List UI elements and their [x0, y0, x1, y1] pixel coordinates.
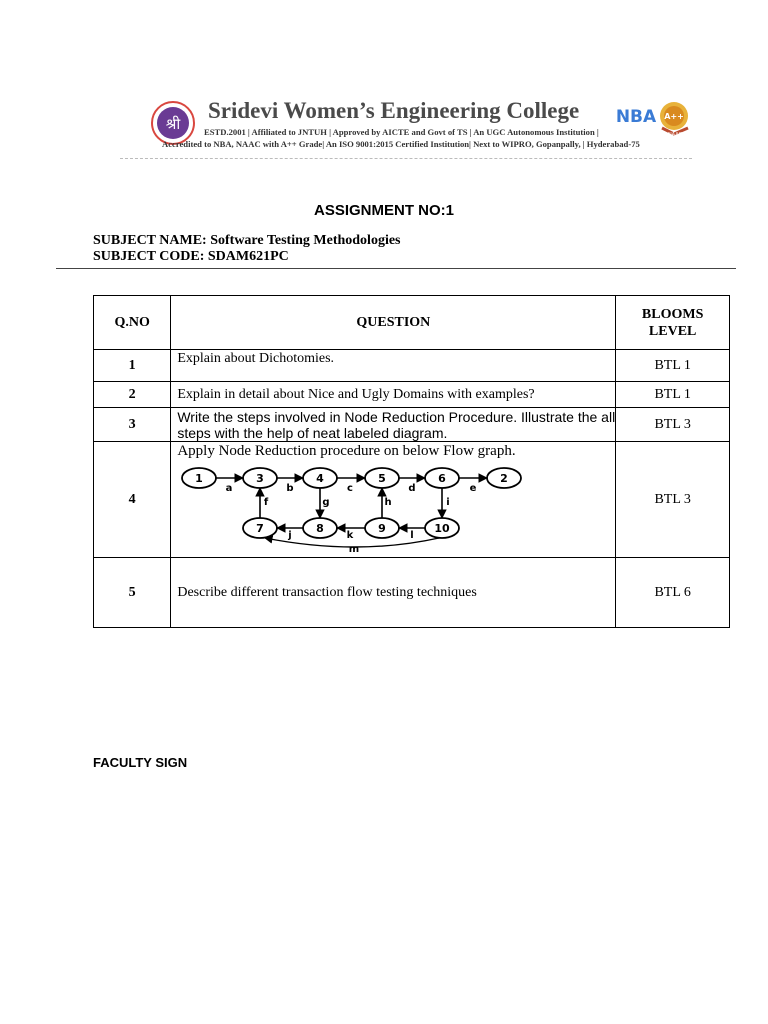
- header-question: QUESTION: [171, 296, 616, 350]
- edge-label-e: e: [469, 483, 477, 494]
- subject-divider: [56, 268, 736, 269]
- row-qno: 1: [94, 350, 171, 382]
- edge-label-a: a: [225, 483, 233, 494]
- row-level: BTL 3: [616, 408, 730, 442]
- table-row: [94, 408, 730, 442]
- edge-label-d: d: [408, 483, 416, 494]
- flow-node-label: 5: [378, 472, 387, 485]
- row-question: Explain in detail about Nice and Ugly Domains with examples?: [171, 382, 616, 408]
- table-header-row: [94, 296, 730, 350]
- naac-logo: [654, 98, 696, 138]
- flow-node-label: 9: [378, 522, 387, 535]
- edge-label-l: l: [410, 530, 415, 541]
- edge-label-b: b: [286, 483, 294, 494]
- edge-label-g: g: [322, 497, 330, 508]
- row-question: Describe different transaction flow testing techniques: [171, 558, 616, 628]
- subject-name: SUBJECT NAME: Software Testing Methodologies: [93, 233, 401, 248]
- flow-node-label: 8: [316, 522, 325, 535]
- logo-text: श्री: [165, 115, 181, 133]
- flow-graph-diagram: [177, 460, 517, 555]
- header-blooms: [616, 296, 730, 350]
- row-question: Write the steps involved in Node Reduction Procedure. Illustrate the all steps with the help of neat labeled diagram.: [171, 408, 616, 442]
- flow-node-label: 2: [500, 472, 509, 485]
- naac-label: NAAC: [667, 132, 683, 138]
- header-divider: [120, 158, 692, 159]
- flow-node-label: 1: [195, 472, 204, 485]
- row-level: BTL 1: [616, 350, 730, 382]
- edge-label-k: k: [347, 530, 354, 541]
- college-affiliation: ESTD.2001 | Affiliated to JNTUH | Approved by AICTE and Govt of TS | An UGC Autonomous Institution |: [204, 127, 599, 137]
- row-qno: 4: [94, 442, 171, 558]
- college-name: Sridevi Women’s Engineering College: [208, 98, 580, 123]
- subject-code: SUBJECT CODE: SDAM621PC: [93, 249, 289, 264]
- flow-node-label: 7: [256, 522, 265, 535]
- row-qno: 5: [94, 558, 171, 628]
- row-level: BTL 3: [616, 442, 730, 558]
- edge-label-i: i: [446, 497, 451, 508]
- flow-node-label: 3: [256, 472, 265, 485]
- header-blooms-text: BLOOMS LEVEL: [641, 306, 704, 339]
- edge-label-m: m: [349, 544, 360, 555]
- row-level: BTL 1: [616, 382, 730, 408]
- row-qno: 3: [94, 408, 171, 442]
- faculty-sign: FACULTY SIGN: [93, 755, 188, 770]
- edge-label-c: c: [347, 483, 354, 494]
- table-row: [94, 442, 730, 558]
- flow-node-label: 10: [434, 522, 450, 535]
- nba-logo: [615, 98, 657, 134]
- table-row: [94, 382, 730, 408]
- row-question: Apply Node Reduction procedure on below Flow graph.: [177, 443, 516, 459]
- edge-label-j: j: [288, 530, 293, 541]
- edge-label-f: f: [264, 497, 269, 508]
- nba-label: NBA: [615, 107, 657, 127]
- naac-grade: A++: [664, 112, 684, 121]
- college-header: [148, 96, 698, 156]
- row-qno: 2: [94, 382, 171, 408]
- header-qno: Q.NO: [94, 296, 171, 350]
- row-question: Explain about Dichotomies.: [171, 350, 616, 382]
- table-row: [94, 558, 730, 628]
- question-table: [93, 295, 730, 628]
- row-question-graph: [171, 442, 616, 558]
- row-level: BTL 6: [616, 558, 730, 628]
- flow-node-label: 4: [316, 472, 325, 485]
- college-accreditation: Accredited to NBA, NAAC with A++ Grade| An ISO 9001:2015 Certified Institution| Next to WIPRO, Gopanpally, | Hyderabad-75: [162, 139, 640, 149]
- table-row: [94, 350, 730, 382]
- assignment-title: ASSIGNMENT NO:1: [313, 202, 454, 219]
- edge-label-h: h: [384, 497, 392, 508]
- flow-node-label: 6: [438, 472, 447, 485]
